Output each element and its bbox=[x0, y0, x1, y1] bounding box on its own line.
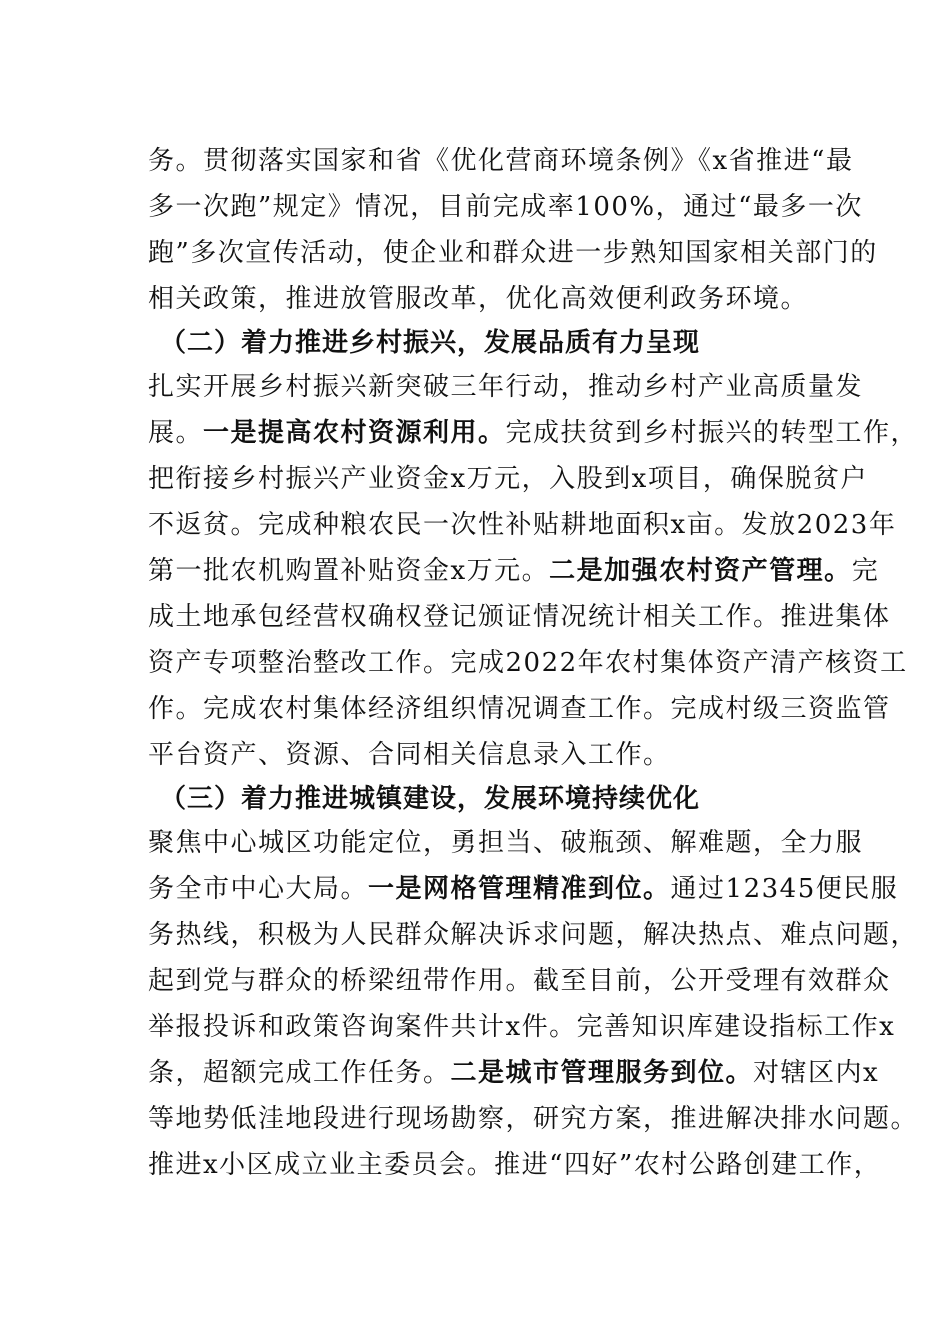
text-run: 对辖区内x bbox=[753, 1058, 880, 1088]
paragraph-line: 聚焦中心城区功能定位，勇担当、破瓶颈、解难题，全力服 bbox=[148, 828, 864, 858]
section-heading-3: （三）着力推进城镇建设，发展环境持续优化 bbox=[160, 784, 701, 814]
paragraph-line bbox=[148, 410, 919, 456]
paragraph-line bbox=[148, 1050, 880, 1096]
paragraph-line: 作。完成农村集体经济组织情况调查工作。完成村级三资监管 bbox=[148, 694, 891, 724]
bold-text-run: 二是加强农村资产管理。 bbox=[549, 556, 852, 586]
paragraph-line: 跑”多次宣传活动，使企业和群众进一步熟知国家相关部门的 bbox=[148, 238, 878, 268]
paragraph-line: 多一次跑”规定》情况，目前完成率100%，通过“最多一次 bbox=[148, 192, 863, 222]
paragraph-line: 务。贯彻落实国家和省《优化营商环境条例》《x省推进“最 bbox=[148, 146, 854, 176]
text-run: 第一批农机购置补贴资金x万元。 bbox=[148, 556, 550, 586]
paragraph-line: 等地势低洼地段进行现场勘察，研究方案，推进解决排水问题。 bbox=[148, 1104, 919, 1134]
paragraph-line: 成土地承包经营权确权登记颁证情况统计相关工作。推进集体 bbox=[148, 602, 891, 632]
paragraph-line: 举报投诉和政策咨询案件共计x件。完善知识库建设指标工作x bbox=[148, 1012, 896, 1042]
text-run: 完 bbox=[851, 556, 880, 586]
paragraph-line: 不返贫。完成种粮农民一次性补贴耕地面积x亩。发放2023年 bbox=[148, 510, 897, 540]
paragraph-line: 推进x小区成立业主委员会。推进“四好”农村公路创建工作， bbox=[148, 1150, 882, 1180]
paragraph-line bbox=[148, 866, 899, 912]
bold-text-run: 二是城市管理服务到位。 bbox=[450, 1058, 754, 1088]
paragraph-line: 平台资产、资源、合同相关信息录入工作。 bbox=[148, 740, 671, 770]
paragraph-line: 扎实开展乡村振兴新突破三年行动，推动乡村产业高质量发 bbox=[148, 372, 864, 402]
paragraph-line: 相关政策，推进放管服改革，优化高效便利政务环境。 bbox=[148, 284, 809, 314]
paragraph-line bbox=[148, 548, 880, 594]
bold-text-run: 一是网格管理精准到位。 bbox=[368, 874, 671, 904]
text-run: 展。 bbox=[148, 418, 204, 448]
text-run: 完成扶贫到乡村振兴的转型工作， bbox=[505, 418, 919, 448]
text-run: 条，超额完成工作任务。 bbox=[148, 1058, 451, 1088]
paragraph-line: 资产专项整治整改工作。完成2022年农村集体资产清产核资工 bbox=[148, 648, 908, 678]
bold-text-run: 一是提高农村资源利用。 bbox=[203, 418, 506, 448]
section-heading-2: （二）着力推进乡村振兴，发展品质有力呈现 bbox=[160, 328, 701, 358]
text-run: 务全市中心大局。 bbox=[148, 874, 369, 904]
text-run: 通过12345便民服 bbox=[670, 874, 899, 904]
paragraph-line: 起到党与群众的桥梁纽带作用。截至目前，公开受理有效群众 bbox=[148, 966, 891, 996]
paragraph-line: 务热线，积极为人民群众解决诉求问题，解决热点、难点问题， bbox=[148, 920, 919, 950]
paragraph-line: 把衔接乡村振兴产业资金x万元，入股到x项目，确保脱贫户 bbox=[148, 464, 868, 494]
